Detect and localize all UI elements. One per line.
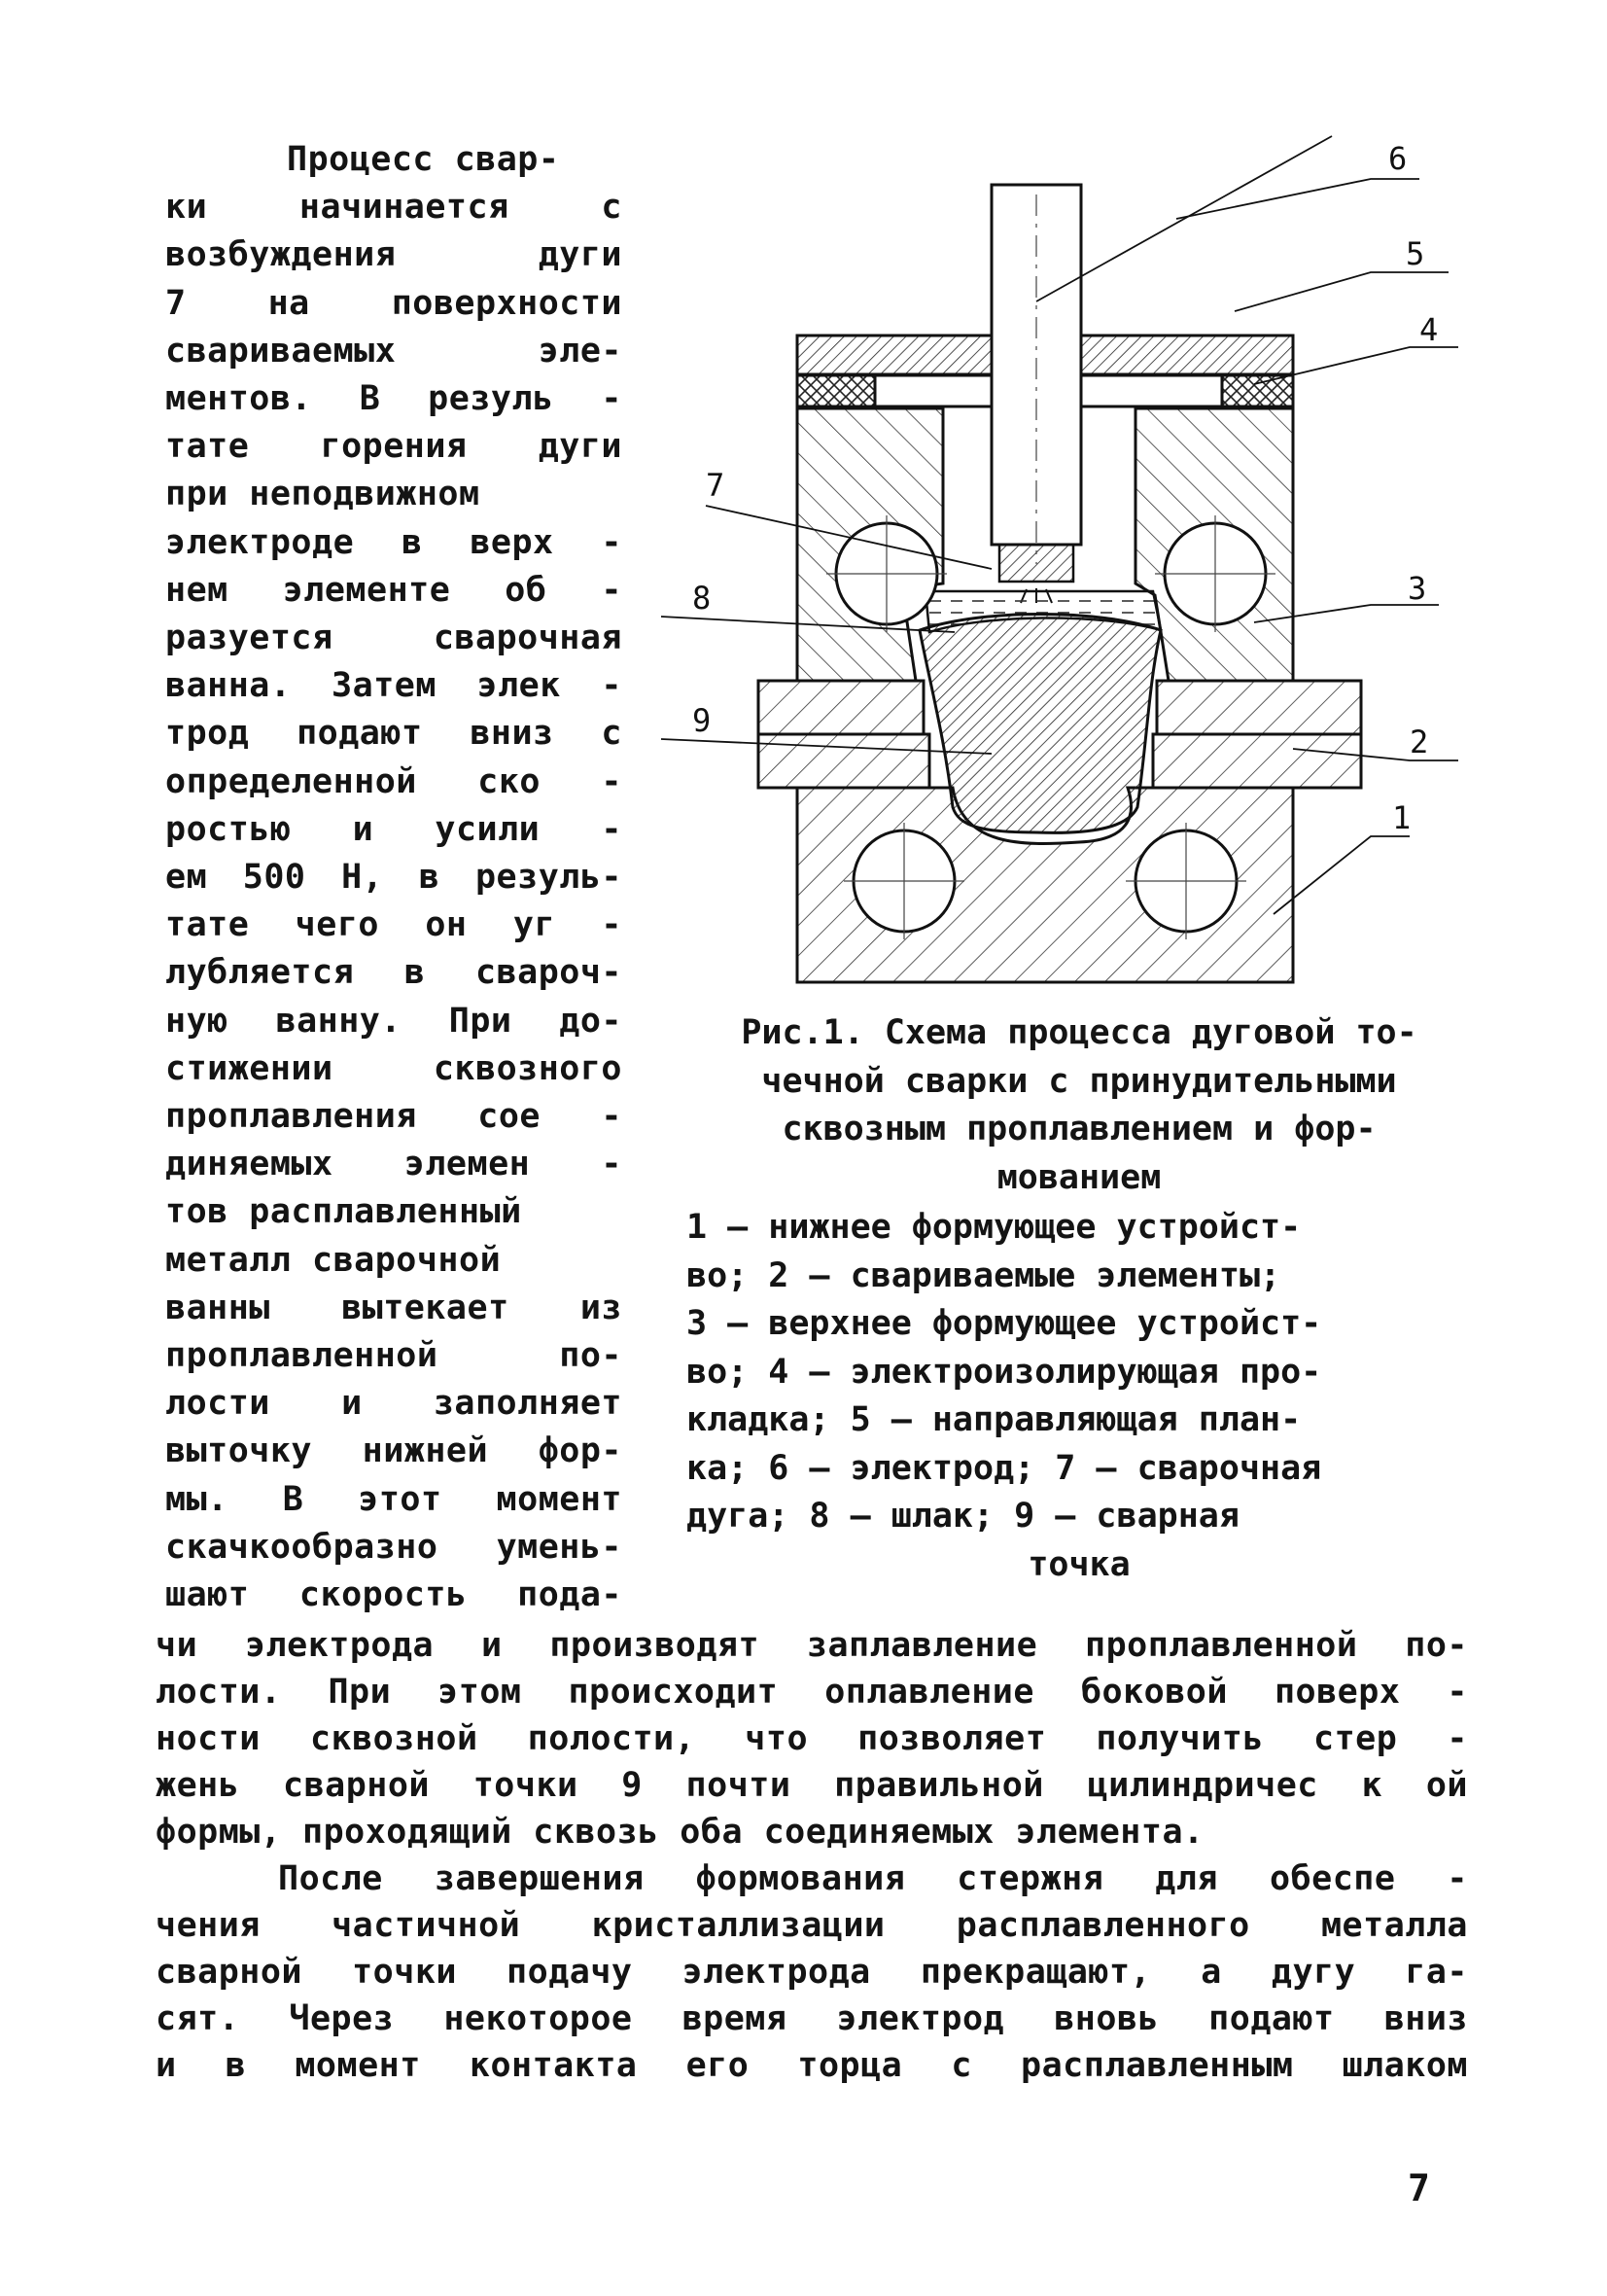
text-line: определенной ско - — [165, 761, 622, 801]
insulating-gasket-right — [1222, 375, 1293, 406]
text-line: выточку нижней фор- — [165, 1431, 622, 1471]
legend-line: во; 2 – свариваемые элементы; — [686, 1255, 1281, 1295]
welded-element-upper-left — [758, 681, 924, 734]
caption-legend — [642, 1204, 1517, 1589]
text-line: разуется сварочная — [165, 618, 622, 658]
legend-line: дуга; 8 – шлак; 9 – сварная — [686, 1497, 1240, 1536]
text-line: ванны вытекает из — [165, 1288, 622, 1327]
text-line: чения частичной кристаллизации расплавленного металла — [156, 1906, 1468, 1945]
left-text-column — [165, 136, 622, 1619]
figure-label-1: 1 — [1392, 799, 1412, 836]
welded-element-upper-right — [1157, 681, 1361, 734]
text-line: возбуждения дуги — [165, 235, 622, 275]
welding-scheme-figure — [671, 140, 1507, 982]
text-line: металл сварочной — [165, 1240, 502, 1280]
text-line: нем элементе об - — [165, 570, 622, 610]
welded-element-lower-left — [758, 734, 929, 788]
text-line: сят. Через некоторое время электрод вновь подают вниз — [156, 1999, 1468, 2038]
text-line: сварной точки подачу электрода прекращают, а дугу га- — [156, 1953, 1468, 1992]
insulating-gasket-left — [797, 375, 875, 406]
page-number: 7 — [1408, 2167, 1430, 2209]
text-line: свариваемых эле- — [165, 331, 622, 371]
text-line: трод подают вниз с — [165, 714, 622, 754]
text-line: ментов. В резуль - — [165, 379, 622, 419]
text-line: 7 на поверхности — [165, 283, 622, 323]
caption-title-line: чечной сварки с принудительными — [761, 1061, 1397, 1101]
figure-label-7: 7 — [706, 467, 725, 504]
figure-label-5: 5 — [1406, 235, 1425, 272]
text-line: мы. В этот момент — [165, 1479, 622, 1519]
text-line: формы, проходящий сквозь оба соединяемых элемента. — [156, 1813, 1205, 1852]
welded-element-lower-right — [1153, 734, 1361, 788]
weld-spot — [920, 615, 1161, 833]
text-line: лости и заполняет — [165, 1384, 622, 1424]
gasket-gap-left — [875, 375, 992, 406]
text-line: проплавленной по- — [165, 1336, 622, 1376]
figure-label-3: 3 — [1408, 570, 1427, 607]
text-line: ем 500 Н, в резуль- — [165, 858, 622, 898]
gasket-gap-right — [1081, 375, 1222, 406]
text-line: жень сварной точки 9 почти правильной цилиндричес к ой — [156, 1766, 1468, 1805]
text-line: лости. При этом происходит оплавление боковой поверх - — [156, 1673, 1468, 1712]
guide-plate-left — [797, 336, 992, 374]
text-line: ную ванну. При до- — [165, 1001, 622, 1041]
caption-title-line: мованием — [996, 1157, 1162, 1197]
legend-line: 3 – верхнее формующее устройст- — [686, 1304, 1322, 1343]
text-line: тате чего он уг - — [165, 905, 622, 945]
text-line: ности сквозной полости, что позволяет получить стер - — [156, 1719, 1468, 1758]
text-line: и в момент контакта его торца с расплавленным шлаком — [156, 2046, 1468, 2085]
caption-title-line: Рис.1. Схема процесса дуговой то- — [741, 1013, 1417, 1052]
figure-label-9: 9 — [692, 702, 712, 739]
text-line: ростью и усили - — [165, 809, 622, 849]
text-line: лубляется в свароч- — [165, 953, 622, 993]
legend-line: кладка; 5 – направляющая план- — [686, 1400, 1302, 1439]
figure-label-6: 6 — [1388, 140, 1408, 177]
text-line: ки начинается с — [165, 188, 622, 228]
figure-label-2: 2 — [1410, 724, 1429, 760]
text-line: стижении сквозного — [165, 1048, 622, 1088]
text-line: электроде в верх - — [165, 522, 622, 562]
text-line: шают скорость пода- — [165, 1575, 622, 1615]
text-line: диняемых элемен - — [165, 1145, 622, 1184]
text-line: тате горения дуги — [165, 427, 622, 467]
text-line: проплавления сое - — [165, 1097, 622, 1137]
text-line: тов расплавленный — [165, 1192, 522, 1232]
text-line: чи электрода и производят заплавление проплавленной по- — [156, 1626, 1468, 1665]
legend-line: точка — [1028, 1544, 1131, 1584]
figure-caption — [642, 1009, 1517, 1589]
text-line: Процесс свар- — [287, 140, 560, 179]
text-line: ванна. Затем элек - — [165, 666, 622, 706]
legend-line: 1 – нижнее формующее устройст- — [686, 1208, 1302, 1247]
figure-label-8: 8 — [692, 580, 712, 617]
text-line: скачкообразно умень- — [165, 1527, 622, 1567]
figure-label-4: 4 — [1419, 311, 1439, 348]
text-line: при неподвижном — [165, 475, 480, 514]
text-line: После завершения формования стержня для обеспе - — [278, 1859, 1468, 1898]
main-text-block — [156, 1622, 1468, 2089]
legend-line: ка; 6 – электрод; 7 – сварочная — [686, 1448, 1322, 1488]
guide-plate-right — [1081, 336, 1293, 374]
caption-title-line: сквозным проплавлением и фор- — [782, 1110, 1377, 1148]
legend-line: во; 4 – электроизолирующая про- — [686, 1352, 1322, 1392]
